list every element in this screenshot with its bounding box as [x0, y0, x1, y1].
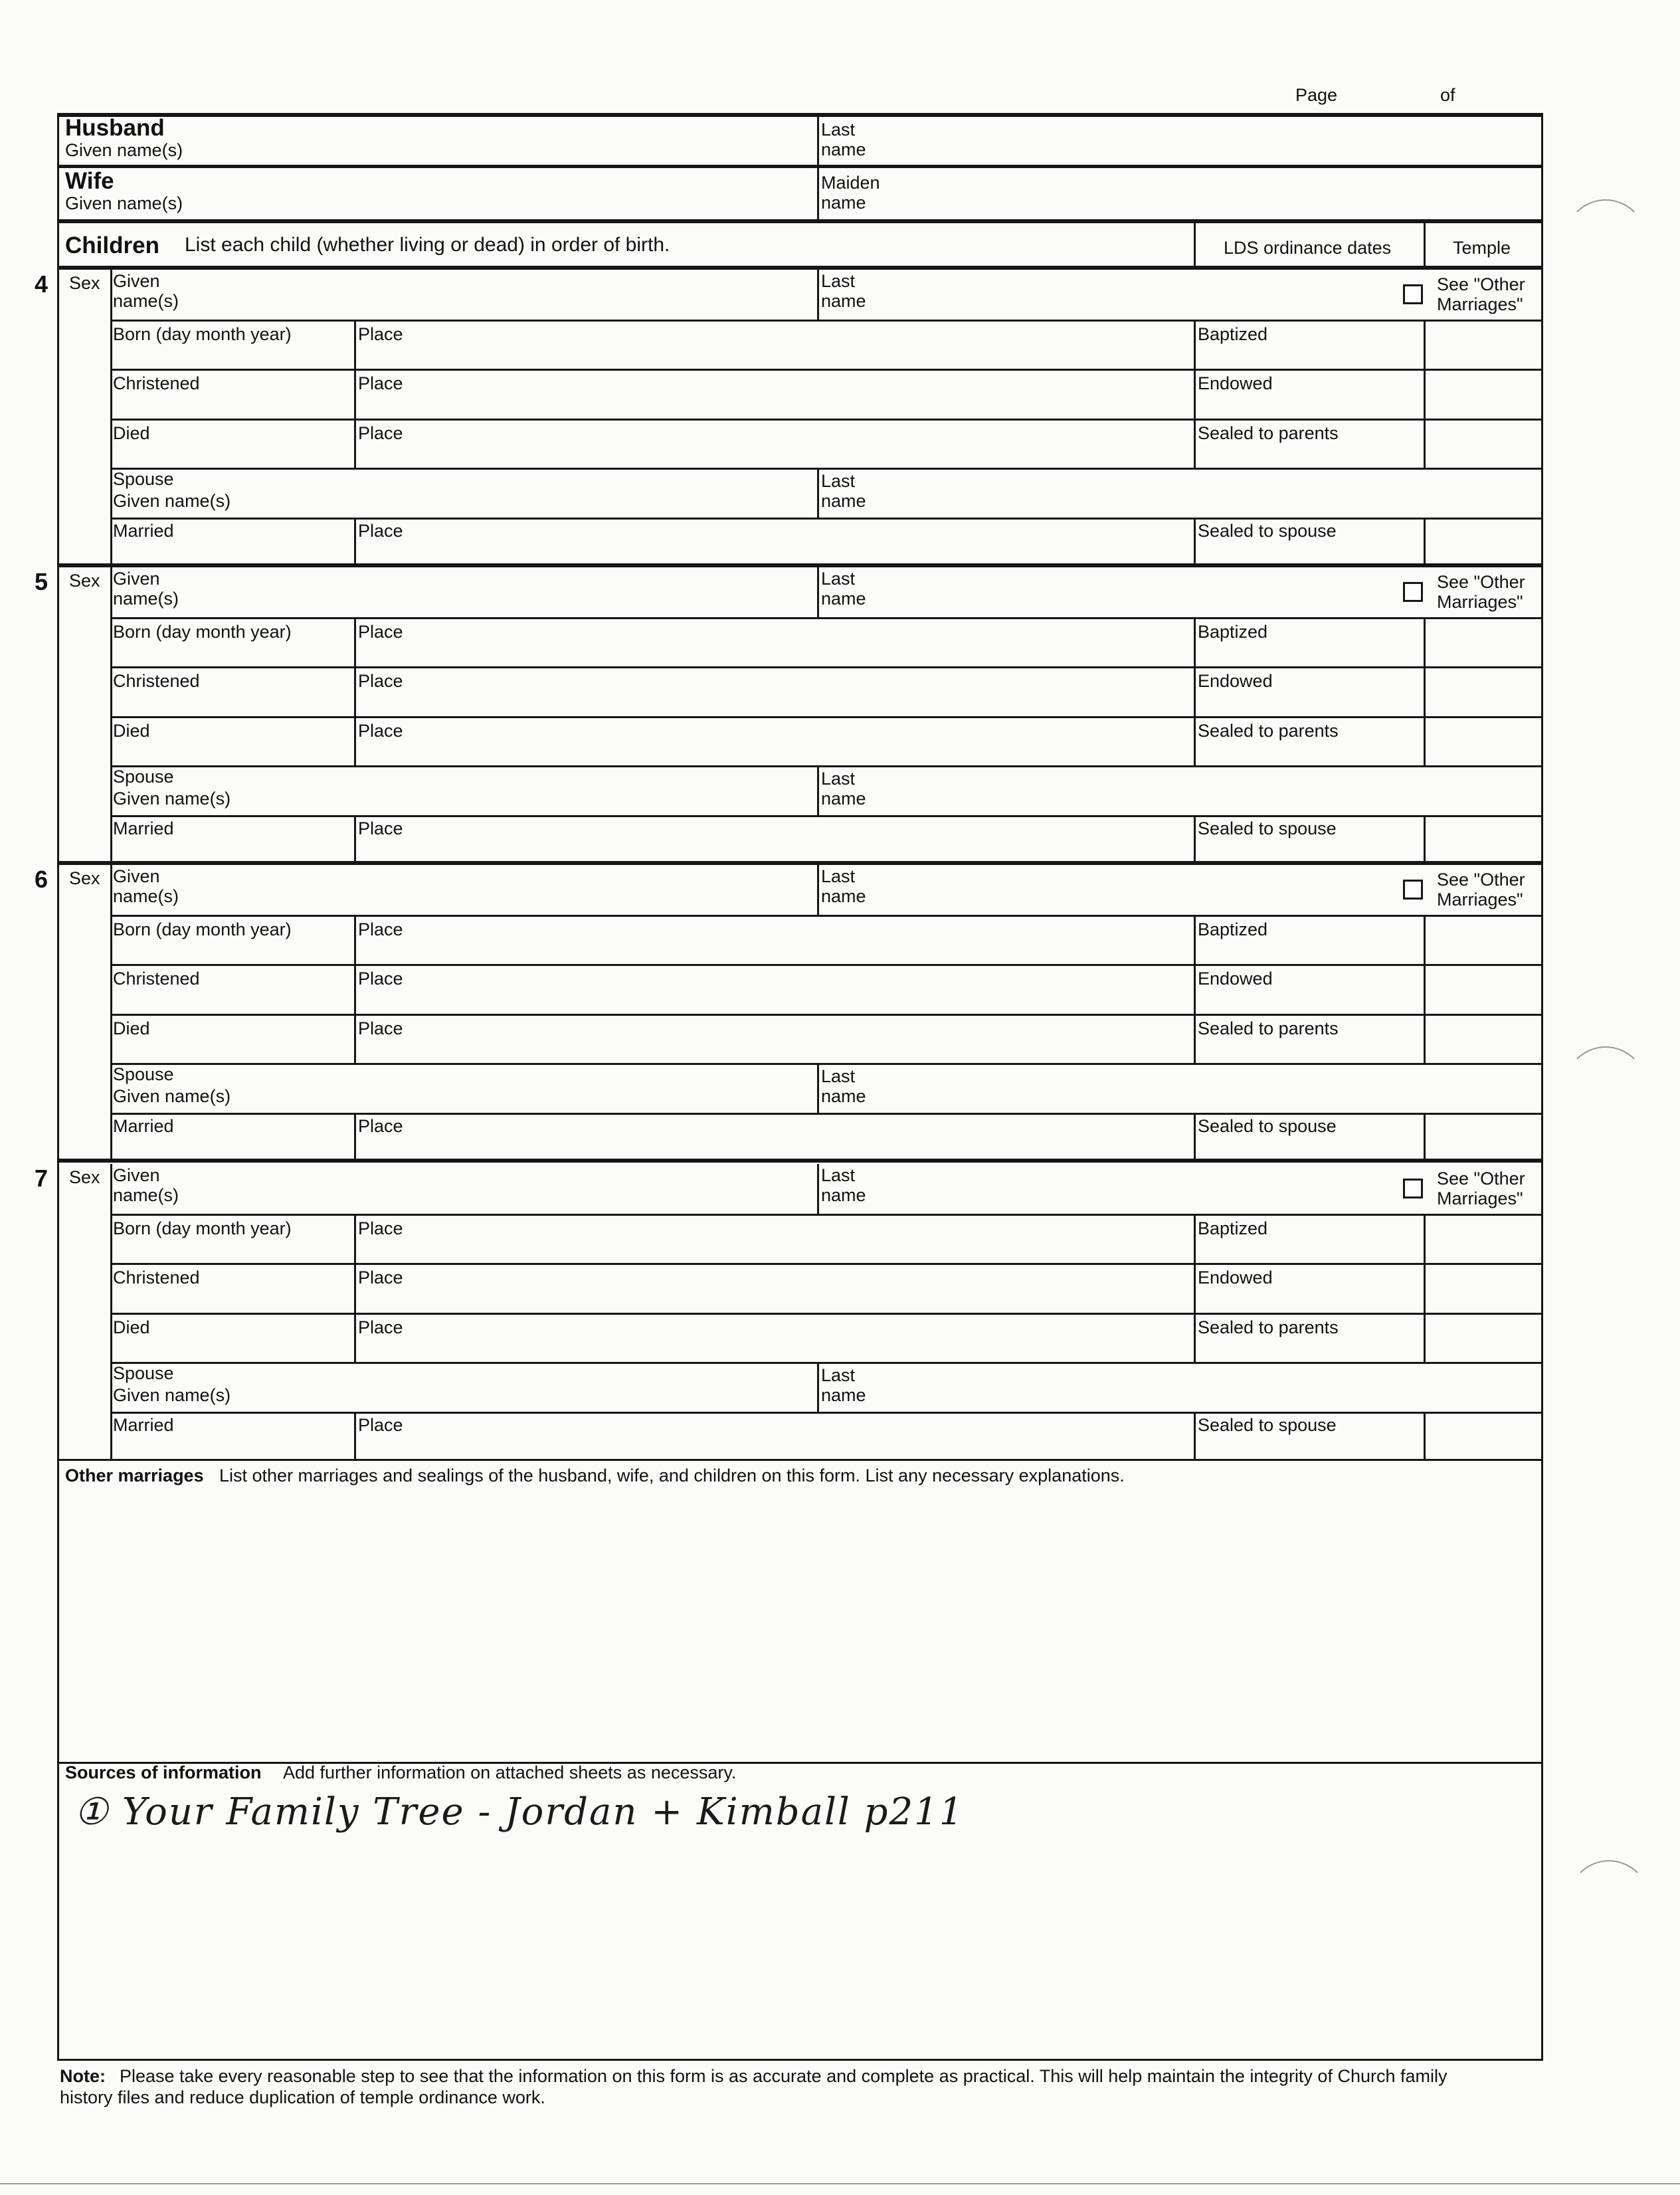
child-5-baptized-temple-field[interactable]	[1428, 620, 1538, 664]
child-6-christened-place-label: Place	[358, 969, 403, 989]
children-heading: Children	[65, 233, 159, 258]
child-5-christened-place-label: Place	[358, 671, 403, 691]
child-7-spouse-last-label-1: Last	[821, 1365, 856, 1385]
child-6-sealed-to-parents-date-field[interactable]	[1198, 1039, 1420, 1060]
child-6-baptized-temple-field[interactable]	[1428, 917, 1538, 961]
child-5-other-marriages-checkbox[interactable]	[1403, 582, 1423, 602]
rule	[1424, 915, 1426, 1063]
temple-header: Temple	[1453, 238, 1511, 258]
child-4-born-place-field[interactable]	[359, 345, 1189, 366]
child-6-last-label-1: Last	[821, 866, 856, 886]
child-5-number: 5	[35, 568, 48, 595]
rule	[354, 320, 356, 468]
rule	[817, 1362, 819, 1412]
child-6-given-label-1: Given	[113, 866, 160, 886]
wife-maiden-label-2: name	[821, 193, 866, 213]
rule	[57, 1459, 1543, 1461]
husband-last-label-1: Last	[821, 120, 856, 140]
child-4-number: 4	[35, 270, 48, 298]
child-7-sealed-to-parents-label: Sealed to parents	[1198, 1317, 1339, 1337]
rule	[1194, 815, 1196, 862]
child-4-given-label-2: name(s)	[113, 291, 179, 311]
wife-given-field[interactable]	[279, 170, 810, 217]
binder-hole-top	[1564, 199, 1647, 282]
other-marriages-heading: Other marriages	[65, 1466, 204, 1485]
child-4-baptized-label: Baptized	[1198, 324, 1268, 344]
rule	[110, 1313, 1543, 1315]
child-4-last-label-1: Last	[821, 271, 856, 291]
note-line-1: Please take every reasonable step to see that the information on this form is as accurate and complete as practical. This will help maintain the integrity of Church family	[120, 2066, 1447, 2086]
rule	[110, 419, 1543, 421]
child-7-baptized-date-field[interactable]	[1198, 1239, 1420, 1260]
rule	[817, 468, 819, 518]
sources-field[interactable]	[61, 1787, 1539, 2056]
rule	[817, 270, 819, 320]
child-5-sealed-to-spouse-temple-field[interactable]	[1428, 818, 1538, 862]
rule	[817, 865, 819, 915]
child-5-died-place-field[interactable]	[359, 741, 1189, 763]
child-6-see-other-1: See "Other	[1437, 870, 1525, 890]
child-5-sealed-to-parents-temple-field[interactable]	[1428, 719, 1538, 763]
child-5-died-date-field[interactable]	[113, 741, 349, 763]
child-6-died-place-label: Place	[358, 1018, 403, 1038]
child-5-spouse-given-field[interactable]	[279, 770, 810, 812]
child-4-baptized-date-field[interactable]	[1198, 345, 1420, 366]
child-6-sealed-to-spouse-temple-field[interactable]	[1428, 1115, 1538, 1159]
child-5-sealed-to-parents-date-field[interactable]	[1198, 741, 1420, 763]
wife-heading: Wife	[65, 168, 114, 194]
child-7-last-label-2: name	[821, 1185, 866, 1205]
rule	[1424, 518, 1426, 565]
child-6-spouse-last-label-1: Last	[821, 1066, 856, 1086]
other-marriages-field[interactable]	[61, 1491, 1539, 1757]
child-6-spouse-last-label-2: name	[821, 1086, 866, 1106]
child-5-last-label-2: name	[821, 589, 866, 609]
rule	[110, 369, 1543, 371]
child-4-christened-date-field[interactable]	[113, 394, 349, 415]
child-4-sex-label: Sex	[69, 273, 100, 293]
child-6-sealed-to-spouse-label: Sealed to spouse	[1198, 1116, 1337, 1136]
child-4-spouse-last-field[interactable]	[890, 472, 1535, 515]
note-label: Note:	[60, 2066, 106, 2086]
child-6-married-date-field[interactable]	[113, 1137, 349, 1158]
rule	[1424, 1412, 1426, 1459]
child-5-married-place-field[interactable]	[359, 839, 1189, 860]
binder-hole-bottom	[1568, 1860, 1650, 1943]
child-7-sealed-to-parents-temple-field[interactable]	[1428, 1315, 1538, 1359]
child-4-sealed-to-parents-date-field[interactable]	[1198, 444, 1420, 465]
child-7-see-other-2: Marriages"	[1437, 1189, 1523, 1208]
rule	[110, 765, 1543, 767]
child-6-endowed-label: Endowed	[1198, 969, 1273, 989]
child-5-born-place-label: Place	[358, 622, 403, 642]
child-5-spouse-label-1: Spouse	[113, 767, 174, 787]
child-7-spouse-last-field[interactable]	[890, 1367, 1535, 1409]
rule	[57, 1159, 1543, 1163]
child-4-sealed-to-parents-temple-field[interactable]	[1428, 421, 1538, 465]
child-5-married-label: Married	[113, 818, 174, 838]
child-4-born-date-field[interactable]	[113, 345, 349, 366]
child-6-given-field[interactable]	[239, 869, 810, 911]
child-4-married-place-label: Place	[358, 521, 403, 541]
child-5-given-label-2: name(s)	[113, 589, 179, 609]
child-5-sealed-to-spouse-date-field[interactable]	[1198, 839, 1420, 860]
rule	[110, 1014, 1543, 1016]
child-7-spouse-given-field[interactable]	[279, 1367, 810, 1409]
child-4-christened-label: Christened	[113, 373, 200, 393]
child-4-spouse-last-label-1: Last	[821, 471, 856, 491]
child-5-spouse-label-2: Given name(s)	[113, 789, 231, 809]
wife-maiden-label-1: Maiden	[821, 173, 880, 193]
rule	[354, 1214, 356, 1362]
child-6-last-field[interactable]	[890, 869, 1388, 911]
child-4-other-marriages-checkbox[interactable]	[1403, 284, 1423, 304]
rule	[1424, 320, 1426, 468]
child-7-married-date-field[interactable]	[113, 1436, 349, 1457]
rule	[110, 1164, 112, 1459]
child-6-see-other-2: Marriages"	[1437, 890, 1523, 909]
child-6-sealed-to-spouse-date-field[interactable]	[1198, 1137, 1420, 1158]
husband-last-label-2: name	[821, 140, 866, 159]
child-5-endowed-label: Endowed	[1198, 671, 1273, 691]
rule	[57, 861, 1543, 865]
rule	[817, 567, 819, 617]
child-5-married-date-field[interactable]	[113, 839, 349, 860]
rule	[110, 716, 1543, 718]
rule	[354, 518, 356, 565]
child-5-spouse-last-label-2: name	[821, 789, 866, 809]
child-5-died-label: Died	[113, 721, 150, 741]
child-4-baptized-temple-field[interactable]	[1428, 322, 1538, 366]
child-7-spouse-label-1: Spouse	[113, 1363, 174, 1383]
wife-given-label: Given name(s)	[65, 193, 183, 213]
child-7-baptized-temple-field[interactable]	[1428, 1216, 1538, 1260]
child-5-see-other-2: Marriages"	[1437, 592, 1523, 612]
child-6-sex-label: Sex	[69, 868, 100, 888]
child-7-died-label: Died	[113, 1317, 150, 1337]
child-6-christened-date-field[interactable]	[113, 989, 349, 1010]
rule	[110, 1113, 1543, 1115]
child-7-sealed-to-parents-date-field[interactable]	[1198, 1338, 1420, 1359]
child-7-christened-label: Christened	[113, 1268, 200, 1288]
child-6-died-label: Died	[113, 1018, 150, 1038]
rule	[110, 1263, 1543, 1265]
sources-heading: Sources of information	[65, 1763, 262, 1782]
child-6-given-label-2: name(s)	[113, 886, 179, 906]
child-4-born-place-label: Place	[358, 324, 403, 344]
child-7-sex-label: Sex	[69, 1167, 100, 1187]
child-5-sealed-to-parents-label: Sealed to parents	[1198, 721, 1339, 741]
child-4-married-label: Married	[113, 521, 174, 541]
rule	[354, 1113, 356, 1160]
husband-heading: Husband	[65, 115, 165, 141]
rule	[110, 468, 1543, 470]
child-7-married-place-label: Place	[358, 1415, 403, 1435]
child-5-endowed-temple-field[interactable]	[1428, 669, 1538, 713]
child-7-given-label-2: name(s)	[113, 1185, 179, 1205]
rule	[354, 915, 356, 1063]
rule	[110, 865, 112, 1160]
child-5-christened-place-field[interactable]	[359, 692, 1189, 713]
sources-instruction: Add further information on attached sheets as necessary.	[283, 1763, 737, 1782]
husband-given-field[interactable]	[279, 117, 810, 162]
child-7-married-place-field[interactable]	[359, 1436, 1189, 1457]
lds-ordinance-dates-header: LDS ordinance dates	[1224, 238, 1392, 258]
rule	[1424, 815, 1426, 862]
rule	[110, 1412, 1543, 1414]
child-7-died-place-label: Place	[358, 1317, 403, 1337]
child-4-last-label-2: name	[821, 291, 866, 311]
child-7-sex-field[interactable]	[61, 1197, 108, 1237]
rule	[1424, 1214, 1426, 1362]
child-7-number: 7	[35, 1165, 48, 1192]
child-7-born-place-label: Place	[358, 1218, 403, 1238]
child-7-baptized-label: Baptized	[1198, 1218, 1268, 1238]
child-5-see-other-1: See "Other	[1437, 572, 1525, 592]
child-6-born-label: Born (day month year)	[113, 919, 292, 939]
child-5-born-place-field[interactable]	[359, 642, 1189, 664]
child-7-other-marriages-checkbox[interactable]	[1403, 1179, 1423, 1198]
rule	[110, 1362, 1543, 1364]
child-4-sealed-to-parents-label: Sealed to parents	[1198, 423, 1339, 443]
rule	[1194, 617, 1196, 765]
rule	[110, 815, 1543, 817]
rule	[110, 518, 1543, 520]
child-7-christened-date-field[interactable]	[113, 1288, 349, 1309]
child-4-died-label: Died	[113, 423, 150, 443]
child-4-born-label: Born (day month year)	[113, 324, 292, 344]
child-4-spouse-label-1: Spouse	[113, 469, 174, 489]
rule	[354, 1412, 356, 1459]
rule	[110, 567, 112, 862]
child-4-died-place-field[interactable]	[359, 444, 1189, 465]
child-7-died-place-field[interactable]	[359, 1338, 1189, 1359]
husband-last-field[interactable]	[890, 117, 1535, 162]
child-7-sealed-to-spouse-temple-field[interactable]	[1428, 1414, 1538, 1458]
rule	[110, 320, 1543, 322]
child-4-spouse-given-field[interactable]	[279, 472, 810, 515]
child-5-born-date-field[interactable]	[113, 642, 349, 664]
child-7-given-field[interactable]	[239, 1168, 810, 1210]
child-5-sex-label: Sex	[69, 571, 100, 591]
children-instruction: List each child (whether living or dead) in order of birth.	[185, 234, 670, 256]
child-6-spouse-label-2: Given name(s)	[113, 1086, 231, 1106]
child-7-spouse-label-2: Given name(s)	[113, 1385, 231, 1405]
child-5-christened-label: Christened	[113, 671, 200, 691]
rule	[57, 563, 1543, 567]
rule	[110, 617, 1543, 619]
child-4-endowed-label: Endowed	[1198, 373, 1273, 393]
child-4-last-field[interactable]	[890, 274, 1388, 316]
other-marriages-instruction: List other marriages and sealings of the husband, wife, and children on this form. List any necessary explanations.	[219, 1466, 1125, 1485]
child-7-christened-place-label: Place	[358, 1268, 403, 1288]
child-5-endowed-date-field[interactable]	[1198, 692, 1420, 713]
child-5-christened-date-field[interactable]	[113, 692, 349, 713]
rule	[110, 915, 1543, 917]
rule	[110, 964, 1543, 966]
child-7-spouse-last-label-2: name	[821, 1385, 866, 1405]
child-7-christened-place-field[interactable]	[359, 1288, 1189, 1309]
child-7-endowed-date-field[interactable]	[1198, 1288, 1420, 1309]
child-6-other-marriages-checkbox[interactable]	[1403, 880, 1423, 900]
child-4-sealed-to-spouse-temple-field[interactable]	[1428, 520, 1538, 564]
rule	[1424, 1113, 1426, 1160]
child-4-given-label-1: Given	[113, 271, 160, 291]
child-7-born-label: Born (day month year)	[113, 1218, 292, 1238]
bottom-rule	[0, 2183, 1680, 2184]
child-6-endowed-date-field[interactable]	[1198, 989, 1420, 1010]
child-6-spouse-given-field[interactable]	[279, 1068, 810, 1110]
child-6-sealed-to-parents-label: Sealed to parents	[1198, 1018, 1339, 1038]
child-6-spouse-last-field[interactable]	[890, 1068, 1535, 1110]
rule	[1194, 320, 1196, 468]
rule	[817, 1164, 819, 1214]
child-6-last-label-2: name	[821, 886, 866, 906]
child-4-christened-place-field[interactable]	[359, 394, 1189, 415]
note-line-2: history files and reduce duplication of temple ordinance work.	[60, 2087, 545, 2107]
child-7-died-date-field[interactable]	[113, 1338, 349, 1359]
child-5-given-field[interactable]	[239, 571, 810, 614]
child-5-born-label: Born (day month year)	[113, 622, 292, 642]
child-6-born-place-field[interactable]	[359, 940, 1189, 961]
rule	[354, 815, 356, 862]
rule	[1194, 518, 1196, 565]
child-4-spouse-last-label-2: name	[821, 491, 866, 511]
child-5-baptized-date-field[interactable]	[1198, 642, 1420, 664]
child-4-see-other-1: See "Other	[1437, 274, 1525, 294]
page-label: Page	[1295, 85, 1338, 105]
child-6-died-place-field[interactable]	[359, 1039, 1189, 1060]
child-4-sex-field[interactable]	[61, 303, 108, 343]
child-6-christened-label: Christened	[113, 969, 200, 989]
child-4-married-date-field[interactable]	[113, 541, 349, 563]
child-5-spouse-last-field[interactable]	[890, 770, 1535, 812]
child-5-last-field[interactable]	[890, 571, 1388, 614]
rule	[110, 1214, 1543, 1216]
child-6-sex-field[interactable]	[61, 898, 108, 938]
child-4-sealed-to-spouse-label: Sealed to spouse	[1198, 521, 1337, 541]
child-5-sealed-to-spouse-label: Sealed to spouse	[1198, 818, 1337, 838]
child-5-baptized-label: Baptized	[1198, 622, 1268, 642]
child-4-given-field[interactable]	[239, 274, 810, 316]
rule	[1424, 617, 1426, 765]
handwritten-source: ① Your Family Tree - Jordan + Kimball p211	[74, 1790, 965, 1834]
child-7-see-other-1: See "Other	[1437, 1169, 1525, 1189]
child-6-spouse-label-1: Spouse	[113, 1064, 174, 1084]
rule	[110, 1063, 1543, 1065]
child-6-born-place-label: Place	[358, 919, 403, 939]
child-6-died-date-field[interactable]	[113, 1039, 349, 1060]
rule	[817, 765, 819, 815]
child-7-last-label-1: Last	[821, 1165, 856, 1185]
child-4-endowed-temple-field[interactable]	[1428, 371, 1538, 415]
child-7-married-label: Married	[113, 1415, 174, 1435]
child-4-married-place-field[interactable]	[359, 541, 1189, 563]
child-5-sex-field[interactable]	[61, 601, 108, 640]
husband-given-label: Given name(s)	[65, 140, 183, 160]
child-5-died-place-label: Place	[358, 721, 403, 741]
child-4-died-date-field[interactable]	[113, 444, 349, 465]
child-7-born-place-field[interactable]	[359, 1239, 1189, 1260]
rule	[110, 270, 112, 565]
child-4-see-other-2: Marriages"	[1437, 294, 1523, 314]
child-7-last-field[interactable]	[890, 1168, 1388, 1210]
child-5-given-label-1: Given	[113, 569, 160, 589]
child-7-given-label-1: Given	[113, 1165, 160, 1185]
child-6-married-place-label: Place	[358, 1116, 403, 1136]
rule	[1194, 1412, 1196, 1459]
child-6-baptized-date-field[interactable]	[1198, 940, 1420, 961]
child-7-endowed-temple-field[interactable]	[1428, 1266, 1538, 1309]
child-6-married-label: Married	[113, 1116, 174, 1136]
binder-hole-middle	[1564, 1046, 1647, 1129]
of-label: of	[1440, 85, 1455, 105]
child-7-sealed-to-spouse-label: Sealed to spouse	[1198, 1415, 1337, 1435]
rule	[1194, 915, 1196, 1063]
child-6-sealed-to-parents-temple-field[interactable]	[1428, 1016, 1538, 1060]
child-4-christened-place-label: Place	[358, 373, 403, 393]
child-5-spouse-last-label-1: Last	[821, 769, 856, 789]
child-6-born-date-field[interactable]	[113, 940, 349, 961]
child-4-died-place-label: Place	[358, 423, 403, 443]
rule	[1194, 1113, 1196, 1160]
child-4-spouse-label-2: Given name(s)	[113, 491, 231, 511]
child-4-endowed-date-field[interactable]	[1198, 394, 1420, 415]
child-6-married-place-field[interactable]	[359, 1137, 1189, 1158]
child-7-endowed-label: Endowed	[1198, 1268, 1273, 1288]
child-5-married-place-label: Place	[358, 818, 403, 838]
rule	[817, 1063, 819, 1113]
wife-maiden-field[interactable]	[890, 170, 1535, 217]
child-7-sealed-to-spouse-date-field[interactable]	[1198, 1436, 1420, 1457]
child-6-christened-place-field[interactable]	[359, 989, 1189, 1010]
child-7-born-date-field[interactable]	[113, 1239, 349, 1260]
child-6-number: 6	[35, 866, 48, 893]
rule	[1194, 1214, 1196, 1362]
child-6-baptized-label: Baptized	[1198, 919, 1268, 939]
child-6-endowed-temple-field[interactable]	[1428, 967, 1538, 1010]
rule	[110, 666, 1543, 668]
child-5-last-label-1: Last	[821, 569, 856, 589]
child-4-sealed-to-spouse-date-field[interactable]	[1198, 541, 1420, 563]
rule	[354, 617, 356, 765]
